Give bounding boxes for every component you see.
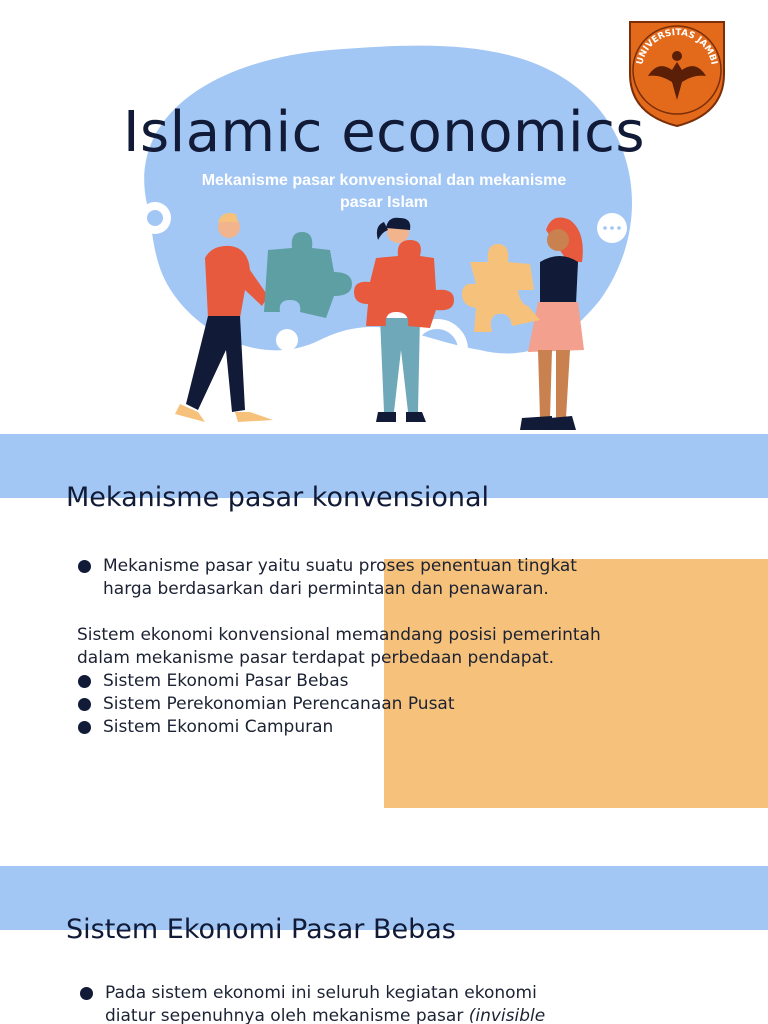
list-item (78, 716, 333, 739)
list-item-label: Sistem Ekonomi Campuran (103, 717, 334, 737)
university-logo (614, 4, 740, 130)
bullet-icon (80, 987, 93, 1000)
list-item (80, 982, 545, 1024)
paragraph-line: dalam mekanisme pasar terdapat perbedaan pendapat. (77, 648, 555, 668)
list-item-label: Sistem Perekonomian Perencanaan Pusat (103, 694, 455, 714)
bullet-text-line: harga berdasarkan dari permintaan dan penawaran. (103, 579, 549, 599)
bullet-icon (78, 721, 91, 734)
bullet-icon (78, 675, 91, 688)
slide-heading: Sistem Ekonomi Pasar Bebas (66, 914, 456, 945)
puzzle-piece-orange (462, 244, 540, 332)
list-item-label: Sistem Ekonomi Pasar Bebas (103, 671, 349, 691)
bullet-icon (78, 560, 91, 573)
slide-heading: Mekanisme pasar konvensional (66, 482, 490, 513)
bullet-text-line: Pada sistem ekonomi ini seluruh kegiatan ekonomi (105, 983, 537, 1003)
slide-pasar-bebas (0, 866, 768, 1024)
page-title: Islamic economics (122, 100, 646, 165)
bullet-icon (78, 698, 91, 711)
gear-icon-left (139, 202, 171, 234)
bullet-text-part: diatur sepenuhnya oleh mekanisme pasar (105, 1006, 469, 1024)
slide-konvensional (0, 434, 768, 864)
title-slide (0, 0, 768, 434)
list-item (78, 555, 577, 601)
paragraph-line: Sistem ekonomi konvensional memandang posisi pemerintah (77, 625, 601, 645)
bullet-text-italic: (invisible (468, 1006, 546, 1024)
bullet-text-line (105, 1005, 545, 1024)
subtitle: Mekanisme pasar konvensional dan mekanisme pasar Islam (201, 172, 567, 211)
puzzle-piece-teal (264, 232, 352, 318)
logo-text: UNIVERSITAS JAMBI (635, 27, 719, 66)
list-item (78, 670, 348, 693)
man-figure (175, 213, 279, 422)
woman-figure-right (520, 218, 584, 430)
list-item (78, 693, 455, 716)
bullet-text-line: Mekanisme pasar yaitu suatu proses penentuan tingkat (103, 556, 577, 576)
